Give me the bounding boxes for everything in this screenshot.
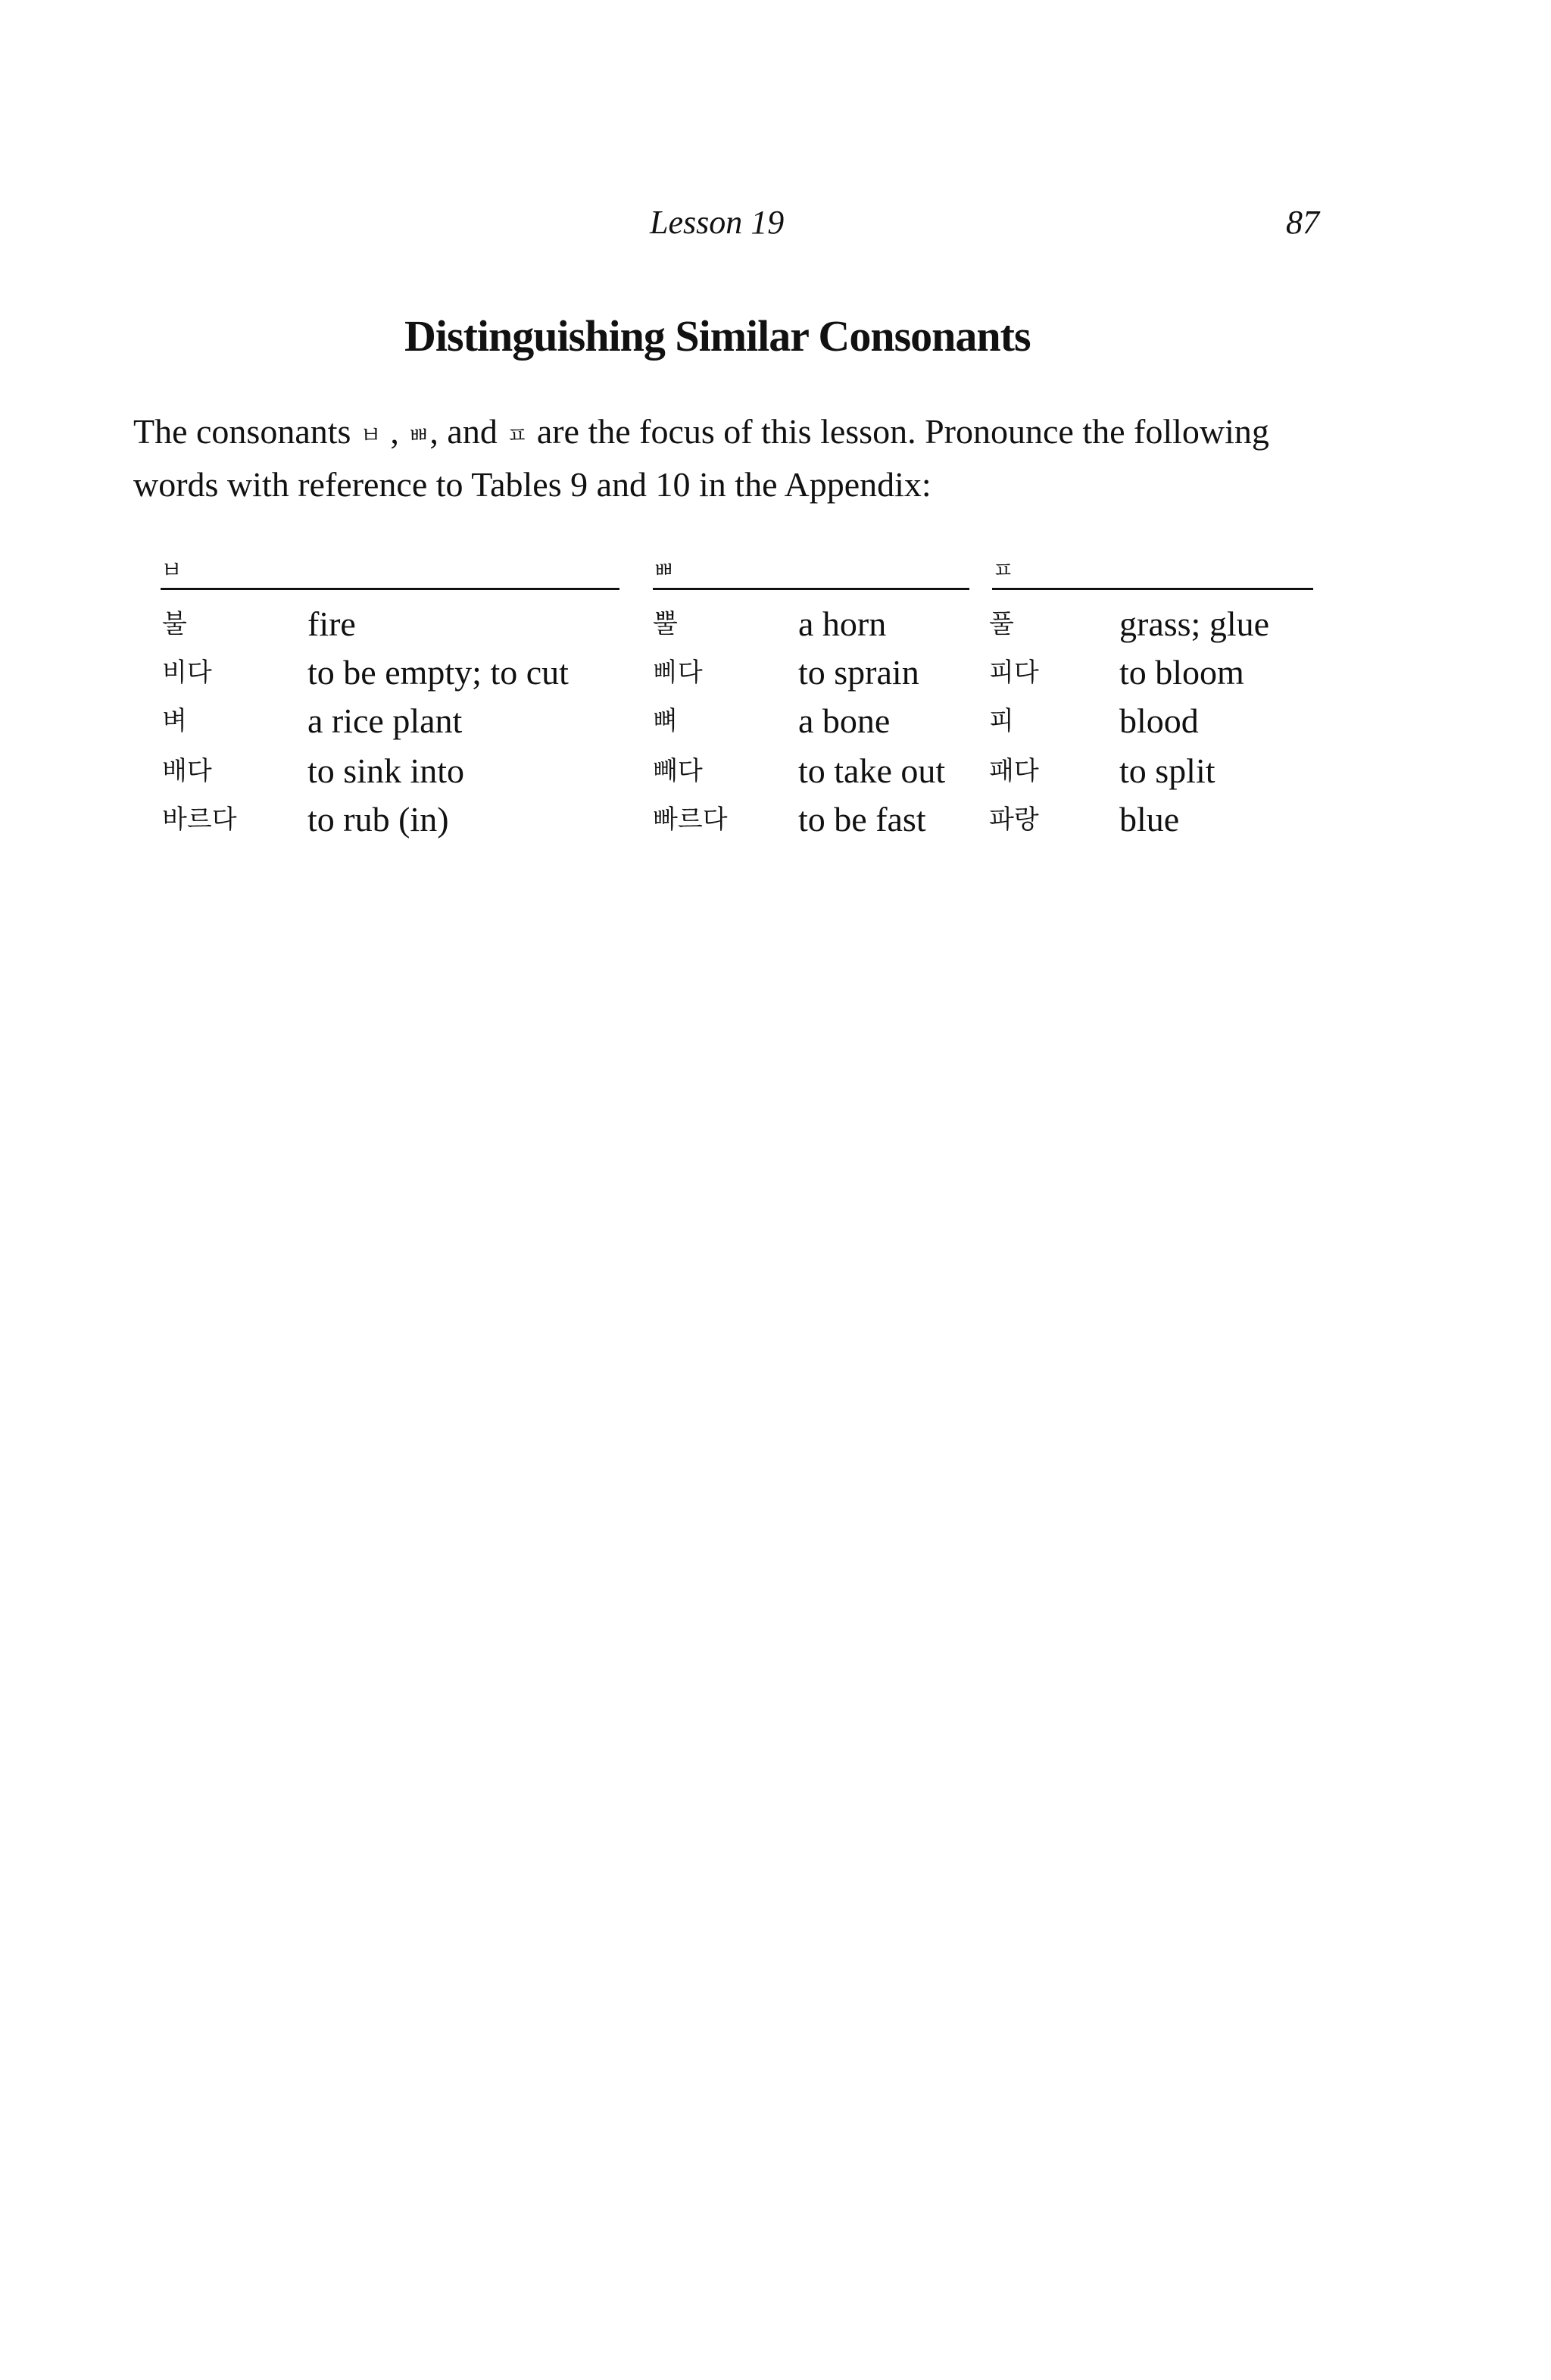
intro-text-1: The consonants — [133, 412, 360, 451]
column-header-p: ㅍ — [992, 558, 1014, 584]
word-english: to bloom — [1119, 653, 1244, 692]
running-header-lesson: Lesson 19 — [650, 204, 785, 241]
intro-consonant-b: ㅂ — [359, 423, 382, 449]
word-english: to sprain — [798, 653, 919, 692]
word-korean: 피다 — [989, 657, 1039, 688]
word-korean: 뼈 — [653, 706, 678, 736]
intro-consonant-p: ㅍ — [506, 423, 529, 449]
word-english: blue — [1119, 800, 1180, 839]
word-korean: 빠르다 — [653, 804, 728, 835]
intro-sep-2: , and — [429, 412, 507, 451]
word-english: a horn — [798, 604, 887, 643]
word-korean: 빼다 — [653, 756, 703, 786]
word-korean: 파랑 — [989, 804, 1039, 835]
intro-text-2: are the focus of this lesson. Pronounce the following words with reference to Tables 9 and 10 in the Appendix: — [133, 412, 1269, 504]
intro-sep-1: , — [381, 412, 408, 451]
column-rule-pp — [653, 588, 969, 590]
column-header-b: ㅂ — [161, 558, 183, 584]
word-english: fire — [307, 604, 356, 643]
word-english: a bone — [798, 701, 891, 740]
intro-paragraph — [133, 408, 1345, 509]
word-korean: 바르다 — [162, 804, 237, 835]
word-korean: 뿔 — [653, 609, 678, 639]
word-korean: 풀 — [989, 609, 1014, 639]
column-rule-p — [992, 588, 1313, 590]
word-korean: 피 — [989, 706, 1014, 736]
word-korean: 벼 — [162, 706, 187, 736]
word-korean: 배다 — [162, 756, 212, 786]
word-english: to rub (in) — [307, 800, 449, 839]
column-header-pp: ㅃ — [653, 558, 675, 584]
page-number: 87 — [1286, 204, 1319, 241]
word-english: to take out — [798, 751, 946, 790]
word-korean: 불 — [162, 609, 187, 639]
word-korean: 삐다 — [653, 657, 703, 688]
lesson-heading: Distinguishing Similar Consonants — [404, 311, 1031, 361]
word-korean: 비다 — [162, 657, 212, 688]
word-english: to split — [1119, 751, 1216, 790]
word-english: to sink into — [307, 751, 465, 790]
word-english: a rice plant — [307, 701, 463, 740]
word-english: to be fast — [798, 800, 926, 839]
word-english: blood — [1119, 701, 1199, 740]
intro-consonant-pp: ㅃ — [407, 423, 430, 449]
word-korean: 패다 — [989, 756, 1039, 786]
word-english: to be empty; to cut — [307, 653, 569, 692]
column-rule-b — [161, 588, 619, 590]
word-english: grass; glue — [1119, 604, 1270, 643]
